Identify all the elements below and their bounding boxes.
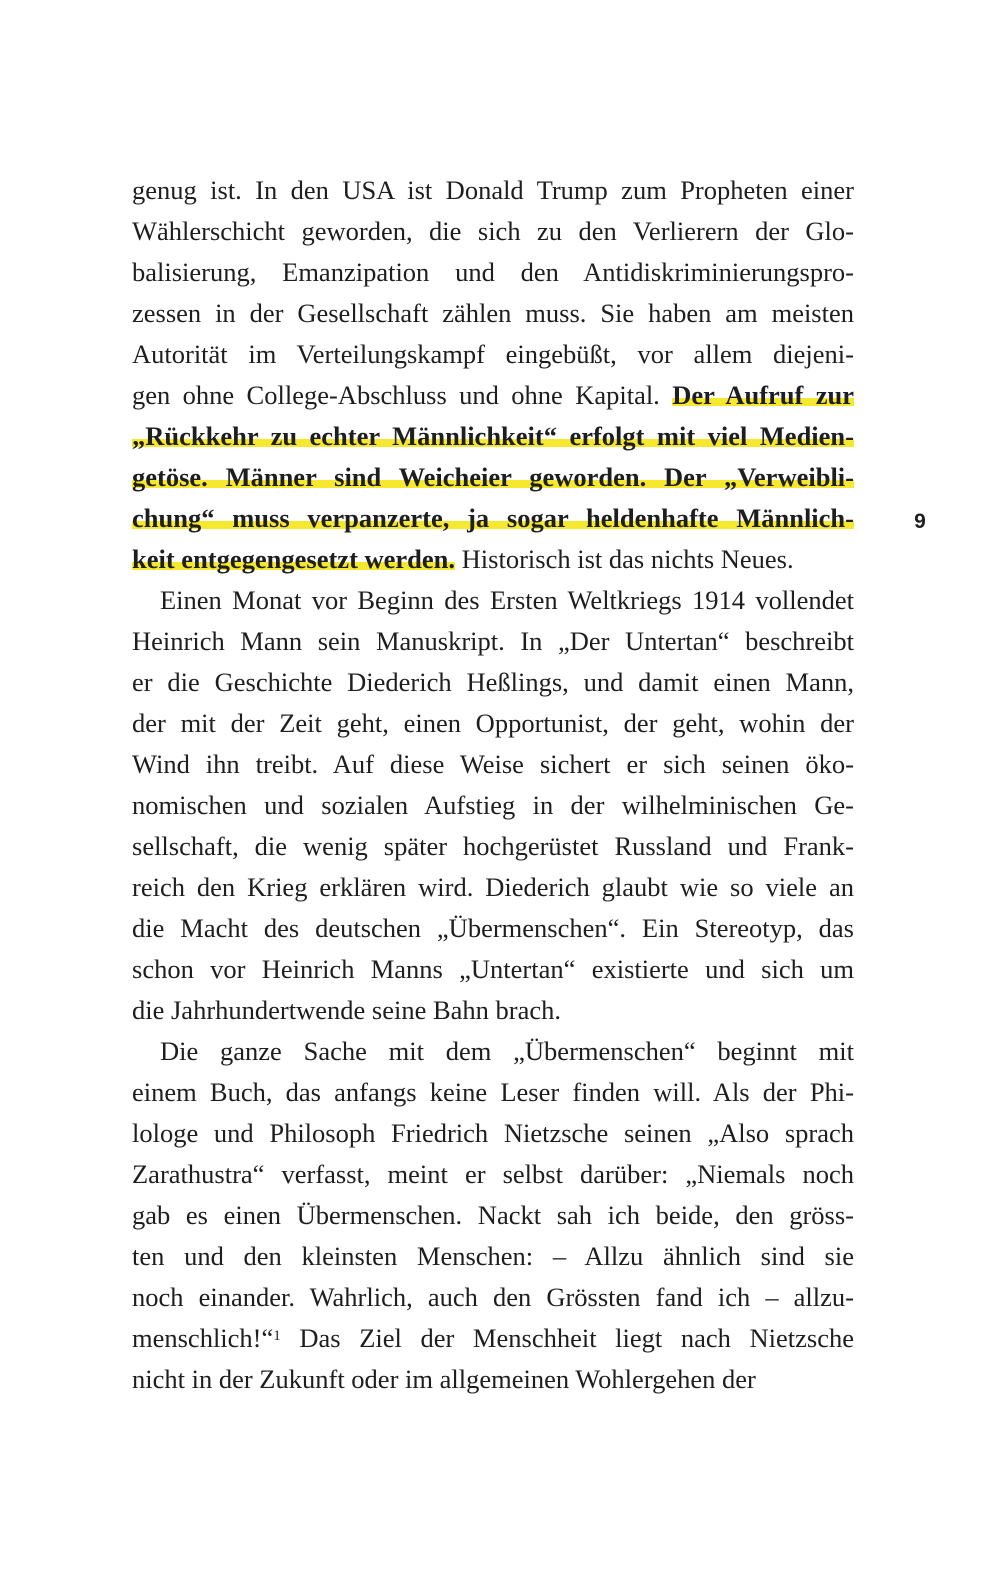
text-segment: gen ohne College-Abschluss und ohne Kapital. — [132, 380, 673, 410]
text-line — [132, 703, 854, 744]
text-line — [132, 252, 854, 293]
paragraph — [132, 170, 854, 580]
text-line — [132, 498, 854, 539]
text-line — [132, 539, 854, 580]
text-line — [132, 1236, 854, 1277]
paragraph — [132, 1031, 854, 1400]
text-segment: Die ganze Sache mit dem „Übermenschen“ beginnt mit — [160, 1036, 854, 1066]
highlighted-text: keit entgegengesetzt werden. — [132, 544, 456, 574]
text-line — [132, 1154, 854, 1195]
text-segment: ten und den kleinsten Menschen: – Allzu ähnlich sind sie — [132, 1241, 854, 1271]
text-line — [132, 580, 854, 621]
text-line — [132, 211, 854, 252]
text-line — [132, 908, 854, 949]
text-segment: gab es einen Übermenschen. Nackt sah ich beide, den gröss- — [132, 1200, 854, 1230]
text-segment: Wind ihn treibt. Auf diese Weise sichert er sich seinen öko- — [132, 749, 854, 779]
footnote-marker: 1 — [273, 1328, 281, 1344]
text-segment: reich den Krieg erklären wird. Diederich glaubt wie so viele an — [132, 872, 854, 902]
highlighted-text: „Rückkehr zu echter Männlichkeit“ erfolgt mit viel Medien- — [132, 421, 854, 451]
text-segment: genug ist. In den USA ist Donald Trump zum Propheten einer — [132, 175, 854, 205]
text-line — [132, 1318, 854, 1359]
text-line — [132, 1359, 854, 1400]
text-line — [132, 662, 854, 703]
text-line — [132, 457, 854, 498]
text-segment: einem Buch, das anfangs keine Leser finden will. Als der Phi- — [132, 1077, 854, 1107]
text-line — [132, 785, 854, 826]
text-segment: menschlich!“ — [132, 1323, 274, 1353]
text-line — [132, 1031, 854, 1072]
body-text — [132, 170, 854, 1400]
text-segment: nicht in der Zukunft oder im allgemeinen Wohlergehen der — [132, 1364, 756, 1394]
text-line — [132, 949, 854, 990]
text-line — [132, 170, 854, 211]
text-segment: lologe und Philosoph Friedrich Nietzsche seinen „Also sprach — [132, 1118, 854, 1148]
text-line — [132, 293, 854, 334]
text-line — [132, 826, 854, 867]
text-segment: Wählerschicht geworden, die sich zu den Verlierern der Glo- — [132, 216, 854, 246]
text-line — [132, 744, 854, 785]
text-segment: Einen Monat vor Beginn des Ersten Weltkriegs 1914 vollendet — [160, 585, 854, 615]
highlighted-text: getöse. Männer sind Weicheier geworden. Der „Verweibli- — [132, 462, 854, 492]
text-segment: balisierung, Emanzipation und den Antidiskriminierungspro- — [132, 257, 854, 287]
text-line — [132, 1277, 854, 1318]
text-segment: Zarathustra“ verfasst, meint er selbst darüber: „Niemals noch — [132, 1159, 854, 1189]
text-segment: die Macht des deutschen „Übermenschen“. Ein Stereotyp, das — [132, 913, 854, 943]
text-segment: schon vor Heinrich Manns „Untertan“ existierte und sich um — [132, 954, 854, 984]
highlighted-text: chung“ muss verpanzerte, ja sogar heldenhafte Männlich- — [132, 503, 854, 533]
text-segment: nomischen und sozialen Aufstieg in der wilhelminischen Ge- — [132, 790, 854, 820]
text-segment: Autorität im Verteilungskampf eingebüßt, vor allem diejeni- — [132, 339, 854, 369]
text-line — [132, 1113, 854, 1154]
text-line — [132, 375, 854, 416]
text-segment: zessen in der Gesellschaft zählen muss. Sie haben am meisten — [132, 298, 854, 328]
paragraph — [132, 580, 854, 1031]
text-line — [132, 416, 854, 457]
text-segment: Heinrich Mann sein Manuskript. In „Der Untertan“ beschreibt — [132, 626, 854, 656]
text-line — [132, 990, 854, 1031]
page-number: 9 — [914, 510, 926, 533]
text-segment: er die Geschichte Diederich Heßlings, und damit einen Mann, — [132, 667, 854, 697]
text-segment: Historisch ist das nichts Neues. — [455, 544, 794, 574]
text-line — [132, 334, 854, 375]
text-segment: Das Ziel der Menschheit liegt nach Nietzsche — [280, 1323, 854, 1353]
text-segment: die Jahrhundertwende seine Bahn brach. — [132, 995, 561, 1025]
text-segment: noch einander. Wahrlich, auch den Grössten fand ich – allzu- — [132, 1282, 854, 1312]
text-line — [132, 1195, 854, 1236]
text-line — [132, 867, 854, 908]
text-segment: sellschaft, die wenig später hochgerüstet Russland und Frank- — [132, 831, 854, 861]
text-line — [132, 1072, 854, 1113]
text-line — [132, 621, 854, 662]
highlighted-text: Der Aufruf zur — [672, 380, 854, 410]
text-segment: der mit der Zeit geht, einen Opportunist, der geht, wohin der — [132, 708, 854, 738]
